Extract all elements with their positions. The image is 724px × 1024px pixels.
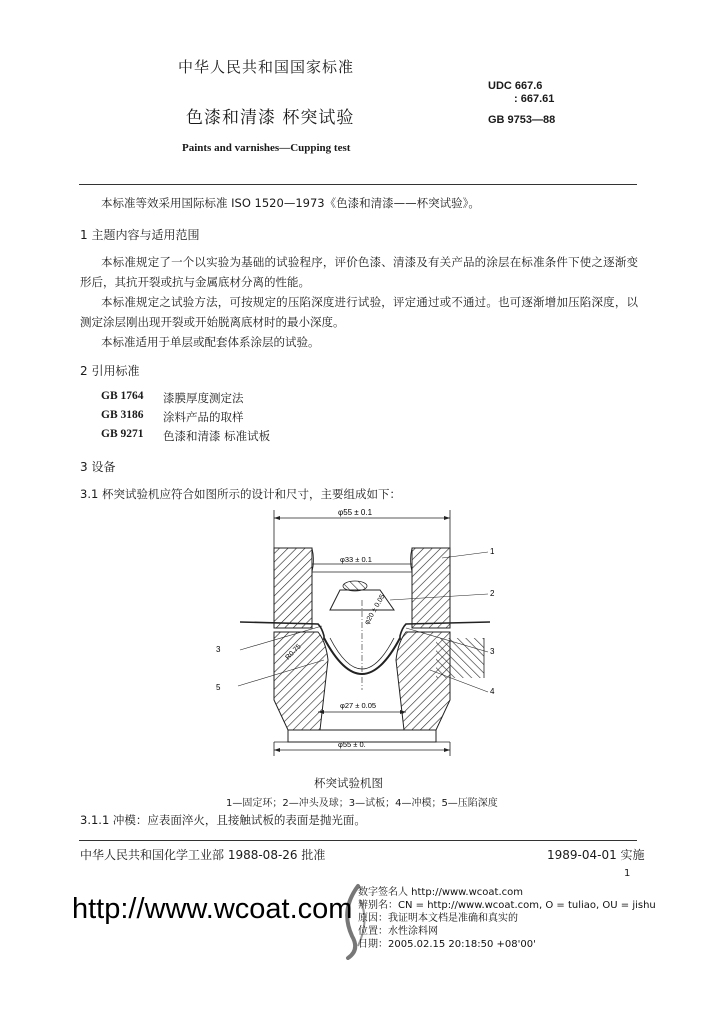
- section-1-paragraph-3: 本标准适用于单层或配套体系涂层的试验。: [101, 335, 320, 349]
- header-rule: [79, 184, 637, 185]
- section-3-heading: 3 设备: [80, 460, 116, 474]
- dim-inner-label: φ33 ± 0.1: [340, 555, 372, 564]
- figure-caption: 杯突试验机图: [314, 776, 383, 790]
- section-1-paragraph-2: 本标准规定之试验方法，可按规定的压陷深度进行试验，评定通过或不通过。也可逐渐增加压陷深度，以测定涂层刚出现开裂或开始脱离底材时的最小深度。: [80, 295, 638, 329]
- part-label: 5: [216, 683, 221, 692]
- reference-code: GB 1764: [101, 390, 144, 402]
- intro-paragraph: 本标准等效采用国际标准 ISO 1520—1973《色漆和清漆——杯突试验》。: [101, 196, 480, 210]
- reference-code: GB 3186: [101, 409, 144, 421]
- part-label: 4: [490, 687, 495, 696]
- dim-top-label: φ55 ± 0.1: [338, 508, 373, 517]
- signature-location: 位置：水性涂料网: [358, 926, 438, 937]
- reference-name: 色漆和清漆 标准试板: [163, 429, 271, 443]
- part-label: 1: [490, 547, 495, 556]
- cupping-test-figure: [200, 500, 520, 770]
- fixed-ring-left: [274, 548, 312, 628]
- signature-date: 日期：2005.02.15 20:18:50 +08'00': [358, 939, 536, 950]
- gb-number: GB 9753—88: [488, 114, 556, 126]
- page-number: 1: [624, 868, 631, 879]
- document-title-en: Paints and varnishes—Cupping test: [182, 142, 351, 154]
- figure-legend: 1—固定环；2—冲头及球；3—试板；4—冲模；5—压陷深度: [226, 798, 498, 809]
- dim-ball-label: φ20 ± 0.05: [363, 593, 387, 626]
- section-1-paragraph-1: 本标准规定了一个以实验为基础的试验程序，评价色漆、清漆及有关产品的涂层在标准条件下使之逐渐变形后，其抗开裂或抗与金属底材分离的性能。: [80, 255, 638, 289]
- section-1-heading: 1 主题内容与适用范围: [80, 228, 200, 242]
- part-label: 3: [216, 645, 221, 654]
- signature-reason: 原因：我证明本文档是准确和真实的: [358, 913, 518, 924]
- reference-name: 漆膜厚度测定法: [163, 391, 244, 405]
- signature-signer: 数字签名人 http://www.wcoat.com: [358, 887, 523, 898]
- die-left: [274, 632, 328, 730]
- reference-code: GB 9271: [101, 428, 144, 440]
- section-3-1-text: 3.1 杯突试验机应符合如图所示的设计和尺寸，主要组成如下：: [80, 487, 401, 501]
- dim-bottom-label: φ55 ± 0.: [338, 740, 366, 749]
- udc-code-line2: : 667.61: [514, 93, 555, 105]
- fixed-ring-right: [412, 548, 450, 628]
- section-2-heading: 2 引用标准: [80, 364, 140, 378]
- section-3-1-1-text: 3.1.1 冲模：应表面淬火，且接触试板的表面是抛光面。: [80, 813, 366, 827]
- reference-name: 涂料产品的取样: [163, 410, 244, 424]
- part-label: 2: [490, 589, 495, 598]
- standard-org-title: 中华人民共和国国家标准: [178, 58, 355, 76]
- document-title-cn: 色漆和清漆 杯突试验: [186, 108, 355, 128]
- implementation-date: 1989-04-01 实施: [547, 848, 645, 862]
- part-label: 3: [490, 647, 495, 656]
- footer-rule: [79, 840, 637, 841]
- signature-dn: 辨别名：CN = http://www.wcoat.com, O = tuliao, OU = jishu: [358, 900, 656, 911]
- dim-bottom-inner-label: φ27 ± 0.05: [340, 701, 377, 710]
- watermark-url: http://www.wcoat.com: [72, 893, 353, 925]
- approval-line: 中华人民共和国化学工业部 1988-08-26 批准: [80, 848, 326, 862]
- udc-code-line1: UDC 667.6: [488, 80, 543, 92]
